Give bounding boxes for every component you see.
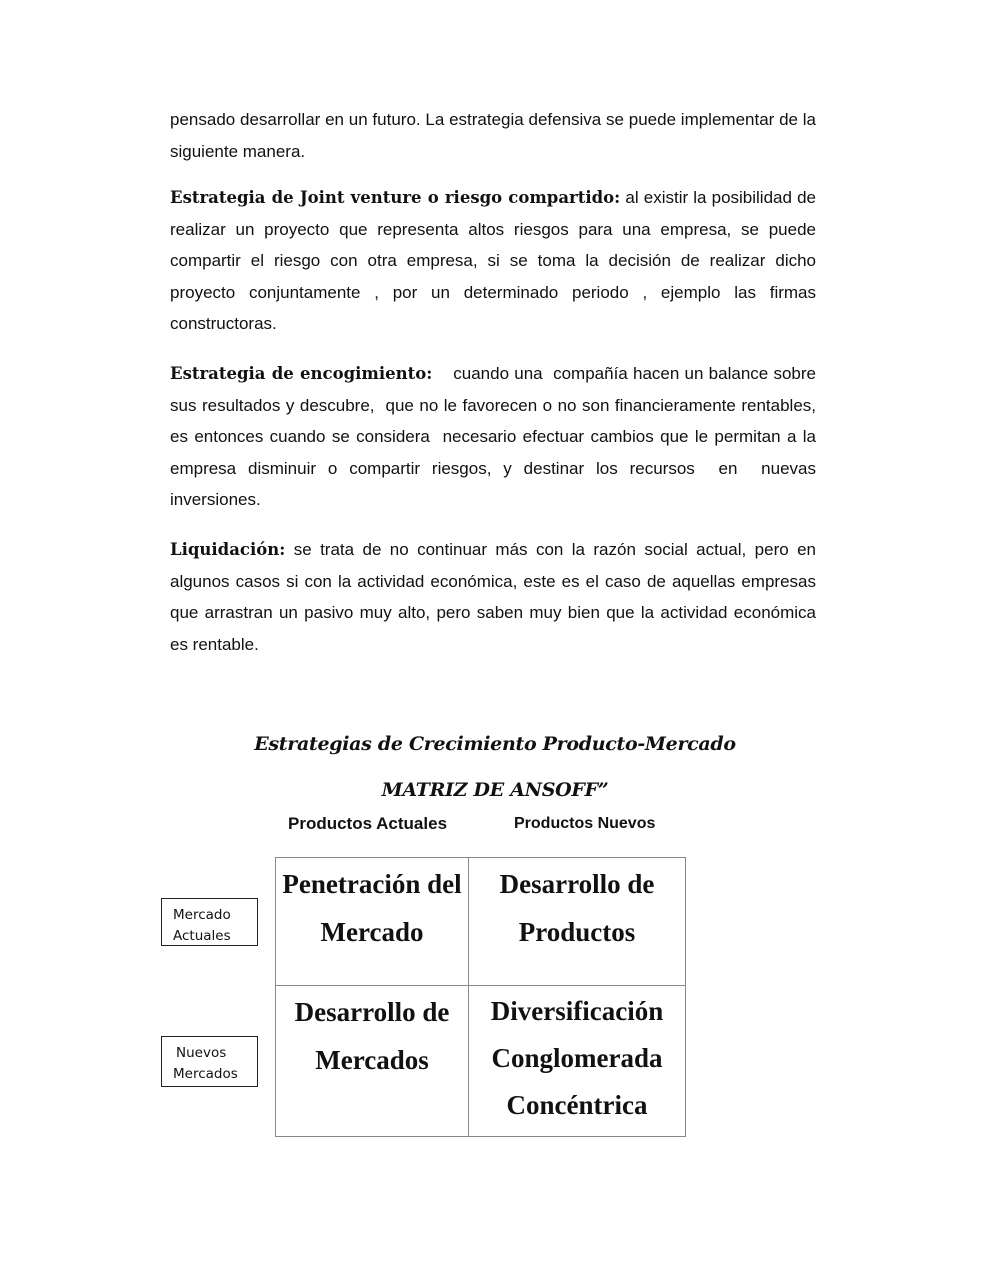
- cell-line: Mercado: [320, 917, 424, 947]
- column-header-productos-nuevos: Productos Nuevos: [514, 815, 656, 832]
- row-header-line: Actuales: [173, 928, 231, 944]
- paragraph-joint-venture: [170, 182, 816, 340]
- term-heading: Estrategia de Joint venture o riesgo compartido:: [170, 188, 621, 207]
- cell-line: Conglomerada: [491, 1043, 663, 1073]
- row-header-nuevos-mercados: [161, 1036, 258, 1087]
- cell-penetracion-mercado: [276, 858, 469, 986]
- term-heading: Liquidación:: [170, 540, 286, 559]
- term-heading: Estrategia de encogimiento:: [170, 364, 433, 383]
- figure-subtitle: MATRIZ DE ANSOFF”: [381, 779, 609, 801]
- paragraph-text: pensado desarrollar en un futuro. La estrategia defensiva se puede implementar de la siguiente manera.: [170, 110, 816, 161]
- paragraph-text: cuando una compañía hacen un balance sobre sus resultados y descubre, que no le favorecen o no son financieramente rentables, es entonces cuando se considera necesario efectuar cambios que le permitan a la empresa disminuir o compartir riesgos, y destinar los recursos en nuevas inversiones.: [170, 364, 826, 509]
- cell-line: Penetración del: [282, 869, 462, 899]
- paragraph-text: al existir la posibilidad de realizar un proyecto que representa altos riesgos para una empresa, se puede compartir el riesgo con otra empresa, si se toma la decisión de realizar dicho proyecto conjuntamente , por un determinado periodo , ejemplo las firmas constructoras.: [170, 188, 816, 333]
- paragraph-defensive-intro: [170, 104, 816, 167]
- cell-desarrollo-mercados: [276, 986, 469, 1136]
- row-header-mercado-actuales: [161, 898, 258, 946]
- paragraph-liquidacion: [170, 534, 816, 660]
- row-header-line: Nuevos: [176, 1045, 227, 1061]
- cell-diversificacion: [469, 986, 685, 1136]
- cell-desarrollo-productos: [469, 858, 685, 986]
- cell-line: Productos: [518, 917, 636, 947]
- cell-line: Desarrollo de: [499, 869, 655, 899]
- row-header-line: Mercados: [173, 1066, 238, 1082]
- column-header-productos-actuales: Productos Actuales: [288, 814, 448, 833]
- cell-line: Diversificación: [490, 996, 664, 1026]
- paragraph-encogimiento: [170, 358, 826, 516]
- cell-line: Concéntrica: [506, 1090, 648, 1120]
- cell-line: Desarrollo de: [294, 997, 450, 1027]
- paragraph-text: se trata de no continuar más con la razón social actual, pero en algunos casos si con la actividad económica, este es el caso de aquellas empresas que arrastran un pasivo muy alto, pero saben muy bien que la actividad económica es rentable.: [170, 540, 816, 654]
- row-header-line: Mercado: [173, 907, 231, 923]
- figure-title: Estrategias de Crecimiento Producto-Mercado: [254, 733, 736, 755]
- ansoff-matrix: [275, 857, 686, 1137]
- cell-line: Mercados: [315, 1045, 429, 1075]
